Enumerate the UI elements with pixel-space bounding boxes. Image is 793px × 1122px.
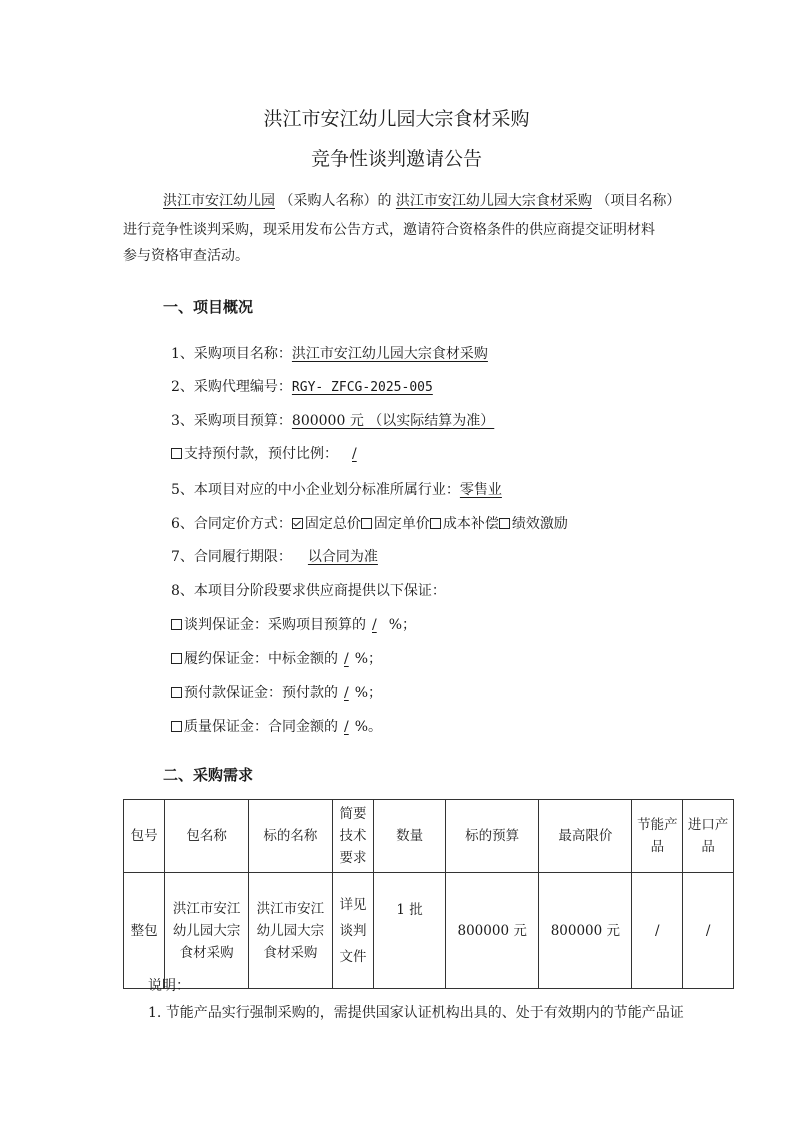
item-value: 洪江市安江幼儿园大宗食材采购 [291,346,488,362]
deposit-label: 履约保证金：中标金额的 [184,651,338,667]
item-value: 零售业 [459,482,502,498]
table-cell: 800000 元 [446,873,539,989]
table-cell: / [683,873,734,989]
item-label: 5、本项目对应的中小企业划分标准所属行业： [171,482,460,498]
pricing-option: 成本补偿 [442,516,499,532]
deposit-suffix: %。 [354,719,383,735]
deposit-label: 预付款保证金：预付款的 [184,685,338,701]
requirements-table [123,799,734,989]
item-term [171,546,394,566]
header-cell: 节能产品 [632,800,683,873]
header-cell: 简要技术要求 [332,800,373,873]
deposit-suffix: %； [388,617,417,633]
note-item-1: 1. 节能产品实行强制采购的，需提供国家认证机构出具的、处于有效期内的节能产品证 [148,1005,684,1021]
checkbox-icon [171,448,182,459]
purchaser-name: 洪江市安江幼儿园 [163,193,275,209]
deposit-label: 质量保证金：合同金额的 [184,719,338,735]
purchaser-note: （采购人名称）的 [279,193,392,209]
document-title: 洪江市安江幼儿园大宗食材采购 [263,108,530,130]
checkbox-icon [171,687,182,698]
checkbox-icon [171,619,182,630]
checkbox-checked-icon [292,518,303,529]
header-cell: 包号 [124,800,165,873]
deposit-suffix: %； [354,651,383,667]
pricing-option: 绩效激励 [511,516,568,532]
checkbox-icon [430,518,441,529]
deposit-suffix: %； [354,685,383,701]
table-cell: 800000 元 [539,873,632,989]
deposit-value: / [344,685,349,701]
header-cell: 数量 [374,800,446,873]
table-cell: 1 批 [374,873,446,989]
header-cell: 包名称 [165,800,249,873]
table-row [124,873,734,989]
intro-line-3: 参与资格审查活动。 [123,248,249,264]
checkbox-icon [361,518,372,529]
header-cell: 进口产品 [683,800,734,873]
notes-heading: 说明： [148,978,190,994]
deposit-item [171,716,382,736]
item-prepayment [171,443,371,463]
table-cell: 洪江市安江幼儿园大宗食材采购 [165,873,249,989]
deposit-value: / [344,719,349,735]
header-cell: 标的预算 [446,800,539,873]
project-note: （项目名称） [596,193,681,209]
table-cell: 整包 [124,873,165,989]
intro-line-1 [163,190,680,210]
item-label: 7、合同履行期限： [171,549,292,565]
item-pricing [171,513,568,533]
document-subtitle: 竞争性谈判邀请公告 [310,148,482,170]
item-label: 支持预付款，预付比例： [184,446,338,462]
pricing-option: 固定总价 [304,516,361,532]
table-cell: / [632,873,683,989]
deposit-item [171,682,382,702]
deposit-item [171,614,416,634]
header-cell: 最高限价 [539,800,632,873]
header-cell: 标的名称 [249,800,333,873]
section-heading-overview: 一、项目概况 [163,298,254,316]
deposit-value: / [372,617,377,633]
table-cell: 详见谈判文件 [332,873,373,989]
item-label: 1、采购项目名称： [171,346,292,362]
section-heading-requirements: 二、采购需求 [163,766,254,784]
checkbox-icon [171,653,182,664]
item-budget [171,410,494,430]
item-value: RGY- ZFCG-2025-005 [291,380,433,395]
item-value: 以合同为准 [307,549,378,565]
pricing-option: 固定单价 [373,516,430,532]
intro-line-2: 进行竞争性谈判采购，现采用发布公告方式，邀请符合资格条件的供应商提交证明材料 [123,222,655,238]
item-label: 6、合同定价方式： [171,516,292,532]
item-label: 2、采购代理编号： [171,379,292,395]
item-value: 800000 元 （以实际结算为准） [291,413,495,429]
deposit-value: / [344,651,349,667]
item-label: 3、采购项目预算： [171,413,292,429]
item-agency-code [171,376,433,396]
item-industry [171,479,502,499]
project-name: 洪江市安江幼儿园大宗食材采购 [395,193,592,209]
checkbox-icon [171,721,182,732]
item-value: / [352,446,357,462]
item-deposits: 8、本项目分阶段要求供应商提供以下保证： [171,583,446,599]
deposit-item [171,648,382,668]
deposit-label: 谈判保证金：采购项目预算的 [184,617,366,633]
item-project-name [171,343,488,363]
table-header-row [124,800,734,873]
checkbox-icon [499,518,510,529]
table-cell: 洪江市安江幼儿园大宗食材采购 [249,873,333,989]
